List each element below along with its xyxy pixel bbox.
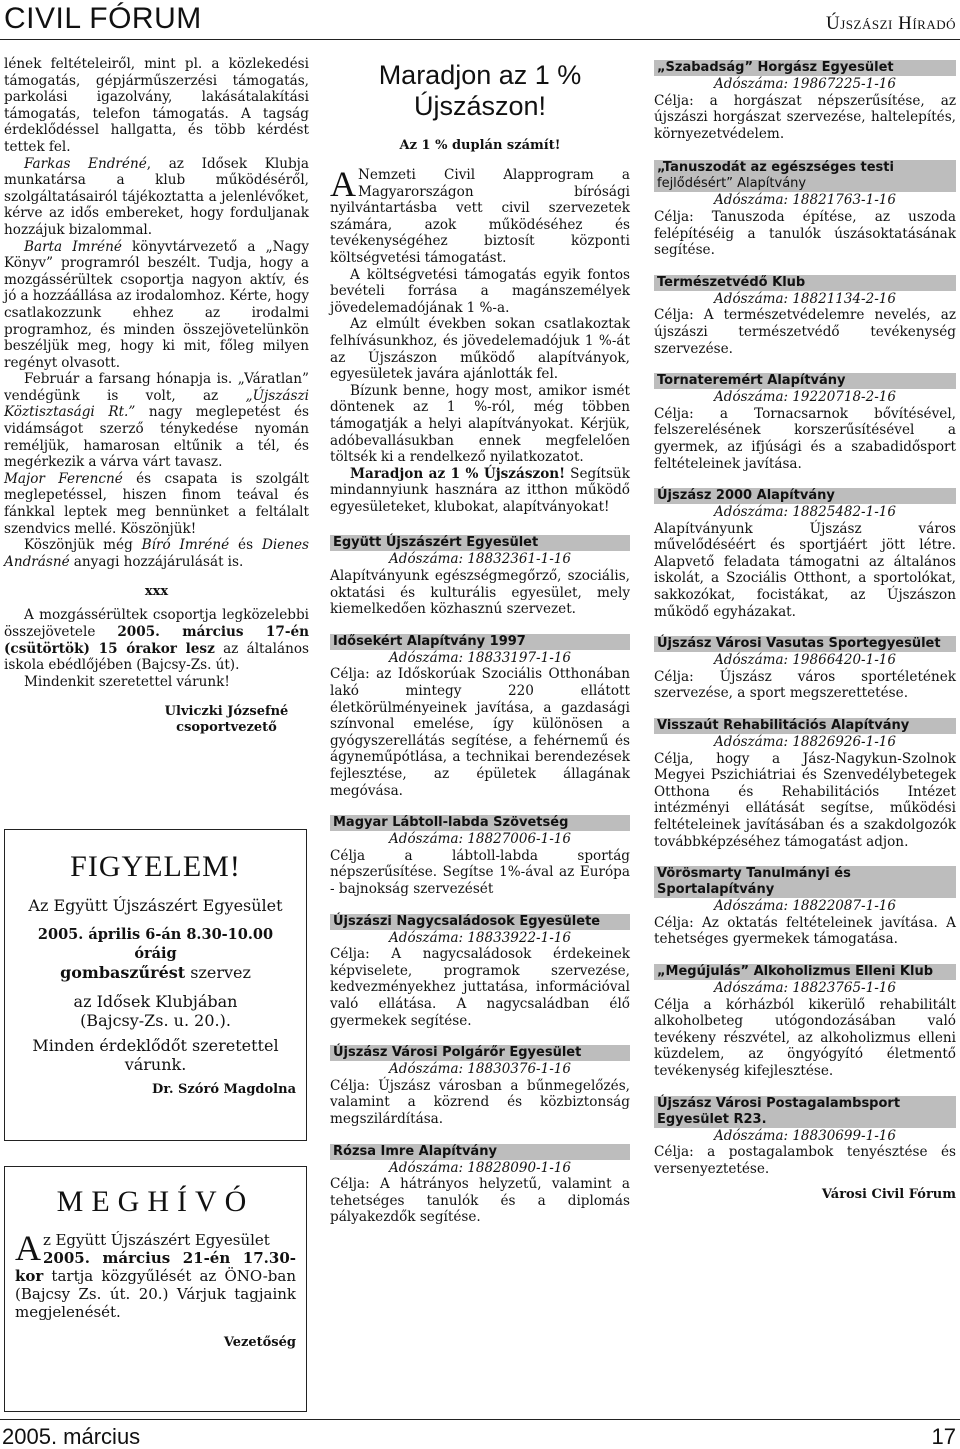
paragraph: A költségvetési támogatás egyik fontos bevételi forrása a magánszemélyek jövedelemadójának 1 %-a.: [330, 266, 630, 316]
org-entry: Természetvédő Klub Adószáma: 18821134-2-16 Célja: A természetvédelemre nevelés, az újszászi természetvédő tevékenység szervezése.: [654, 274, 956, 357]
org-entry: Visszaút Rehabilitációs Alapítvány Adószáma: 18826926-1-16 Célja, hogy a Jász-Nagykun-Szolnok Megyei Pszichiátriai és Szenvedélybetegek Otthona és Rehabilitációs Intézet intézményi ellátását segítse, működési feltételeinek javításában és a szakdolgozók továbbképzéséhez támogatást adjon.: [654, 718, 956, 850]
org-entry: „Megújulás” Alkoholizmus Elleni Klub Adószáma: 18823765-1-16 Célja a kórházból kikerülő rehabilitált alkoholbeteg utógondozásában való tevékeny részvétel, az alkoholizmus elleni küzdelem, az öngyógyító életmentő tevékenység kifejlesztése.: [654, 963, 956, 1079]
paragraph: Major Ferencné és csapata is szolgált meglepetéssel, hiszen finom teával és fánkkal leptek meg bennünket a feltálalt szendvics mellé. Köszönjük!: [4, 470, 309, 537]
org-entry: Újszász 2000 Alapítvány Adószáma: 18825482-1-16 Alapítványunk Újszász város művelődéséért és sportjáért jött létre. Alapvető feladata támogatni az általános iskolát, a Szociális Otthont, a sportolókat, sakkozókat, focistákat, az Újszászon működő egyházakat.: [654, 488, 956, 620]
paragraph: A mozgássérültek csoportja legközelebbi összejövetele 2005. március 17-én (csütörtök) 15 órakor lesz az általános iskola ebédlőjében (Bajcsy-Zs. út).: [4, 607, 309, 674]
article-title: Maradjon az 1 % Újszászon!: [378, 60, 582, 121]
paragraph: Maradjon az 1 % Újszászon! Segítsük mindannyiunk hasznára az itthon működő egyesületeket, klubokat, alapítványokat!: [330, 465, 630, 515]
paragraph: Köszönjük még Bíró Imréné és Dienes Andrásné anyagi hozzájárulását is.: [4, 537, 310, 570]
newspaper-name: Újszászi Híradó: [826, 13, 956, 34]
page-header: [0, 0, 960, 40]
paragraph: Barta Imréné könyvtárvezető a „Nagy Könyv” programról beszélt. Tudja, hogy a mozgássérültek csoportja nagyon aktív, és jó a hozzáállása az irodalomhoz. Kérte, hogy csatlakozzunk ehhez az irodalmi programhoz, és minden összejövetelünkön beszéljük meg, hogy ki mit, főleg milyen regényt olvasott.: [4, 238, 310, 371]
signature: Városi Civil Fórum: [821, 1187, 956, 1203]
section-title: CIVIL FÓRUM: [4, 2, 202, 35]
paragraph: A Nemzeti Civil Alapprogram a Magyarországon bírósági nyilvántartásba vett civil szervezetek számára, azok működéséhez és tevékenységéhez biztosít központi költségvetési támogatást.: [330, 164, 630, 266]
org-entry: Újszászi Nagycsaládosok Egyesülete Adószáma: 18833922-1-16 Célja: A nagycsaládosok érdekeinek képviselete, programok szervezése, kedvezményekhez juttatása, információval való ellátása. A nagycsaládban élő gyermekek segítése.: [330, 913, 630, 1029]
article-subtitle: Az 1 % duplán számít!: [399, 138, 561, 153]
column-2: [330, 56, 630, 1226]
org-entry: Idősekért Alapítvány 1997 Adószáma: 18833197-1-16 Célja: az Időskorúak Szociális Otthonában lakó mintegy 220 ellátott életkörülményeinek javítása, a gazdasági színvonal emelése, így különösen a gyógyszerellátás segítése, a fehérnemű és ágyneműpótlása, a technikai berendezések fejlesztése, az épületek állagának megóvása.: [330, 633, 630, 799]
page-number: 17: [931, 1424, 956, 1449]
org-entry: Együtt Újszászért Egyesület Adószáma: 18832361-1-16 Alapítványunk egészségmegőrző, szociális, oktatási és kulturális egyesület, mely kiemelkedően közhasznú szervezet.: [330, 535, 630, 618]
paragraph: Farkas Endréné, az Idősek Klubja munkatársa a klub működéséről, szolgáltatásairól tájékoztatta a jelenlévőket, kérve az idős embereket, hogy forduljanak hozzájuk bizalommal.: [4, 155, 309, 238]
org-entry: Újszász Városi Vasutas Sportegyesület Adószáma: 19866420-1-16 Célja: Újszász város sportéletének szervezése, a sport megszerettetése.: [654, 636, 956, 702]
box-title: MEGHÍVÓ: [56, 1185, 255, 1218]
paragraph: Február a farsang hónapja is. „Váratlan” vendégünk is volt, az „Újszászi Köztisztasági Rt.” nagy meglepetést és vidámságot szerző ténykedése nyomán reméljük, hamarosan eltűnik a tél, és megérkezik a várva várt tavasz.: [4, 371, 309, 471]
org-entry: Vörösmarty Tanulmányi és Sportalapítvány Adószáma: 18822087-1-16 Célja: Az oktatás feltételeinek javítása. A tehetséges gyermekek támogatása.: [654, 866, 956, 948]
box-title: FIGYELEM!: [70, 850, 241, 883]
paragraph: Mindenkit szeretettel várunk!: [24, 673, 230, 690]
meghivo-box: [4, 1166, 307, 1412]
org-entry: „Tanuszodát az egészséges testi fejlődésért” Alapítvány Adószáma: 18821763-1-16 Célja: Tanuszoda építése, az uszoda felépítéséig a tanulók úszásoktatásának segítése.: [654, 160, 956, 259]
org-entry: „Szabadság” Horgász Egyesület Adószáma: 19867225-1-16 Célja: a horgászat népszerűsítése, az újszászi horgászat szervezése, haltelepítés, környezetvédelem.: [654, 60, 956, 142]
org-entry: Újszász Városi Postagalambsport Egyesület R23. Adószáma: 18830699-1-16 Célja: a postagalambok tenyésztése és versenyeztetése.: [654, 1095, 956, 1177]
column-3: [654, 56, 956, 1203]
org-entry: Tornateremért Alapítvány Adószáma: 19220718-2-16 Célja: a Tornacsarnok bővítésével, felszerelésének korszerűsítésével a gyermek, az ifjúsági és a szabadidősport feltételeinek javítása.: [654, 373, 956, 472]
separator: xxx: [144, 584, 169, 600]
org-entry: Újszász Városi Polgárőr Egyesület Adószáma: 18830376-1-16 Célja: Újszász városban a bűnmegelőzés, valamint a közrend és közbiztonság megszilárdítása.: [330, 1045, 630, 1127]
column-1: [4, 56, 309, 736]
paragraph: Az Együtt Újszászért Egyesület 2005. március 21-én 17.30-kor tartja közgyűlését az ÖNO-ban (Bajcsy Zs. út. 20.) Várjuk tagjaink megjelenését.: [15, 1228, 296, 1321]
paragraph: Az elmúlt években sokan csatlakoztak felhívásunkhoz, és jövedelemadójuk 1 %-át az Újszászon működő alapítványok, egyesületek javára ajánlották fel.: [330, 316, 630, 383]
paragraph: lének feltételeiről, mint pl. a közlekedési támogatás, gépjárműszerzési támogatás, parkolási igazolvány, lakásátalakítási támogatás, telefon támogatás. A tagság érdeklődéssel hallgatta, és több kérdést tettek fel.: [4, 56, 309, 155]
signature: Dr. Szóró Magdolna: [152, 1082, 296, 1097]
page-footer: [0, 1419, 960, 1449]
issue-date: 2005. március: [2, 1424, 141, 1449]
org-entry: Magyar Lábtoll-labda Szövetség Adószáma: 18827006-1-16 Célja a lábtoll-labda sportág népszerűsítése. Segítse 1%-ával az Európa - bajnokság szervezését: [330, 815, 630, 897]
signature: Ulviczki Józsefné csoportvezető: [164, 704, 289, 736]
figyelem-box: FIGYELEM! Az Együtt Újszászért Egyesület 2005. április 6-án 8.30-10.00 óráig gombaszűrést szervez az Idősek Klubjában (Bajcsy-Zs. u. 20.). Minden érdeklődőt szeretettel várunk. Dr. Szóró Magdolna: [4, 829, 307, 1141]
paragraph: Bízunk benne, hogy most, amikor ismét döntenek az 1 %-ról, még többen támogatják a helyi alapítványokat. Kérjük, adóbevallásukban ennek megfelelően töltsék ki a rendelkező nyilatkozatot.: [330, 382, 630, 466]
signature: Vezetőség: [223, 1335, 296, 1350]
org-entry: Rózsa Imre Alapítvány Adószáma: 18828090-1-16 Célja: A hátrányos helyzetű, valamint a tehetséges tanulók és a diplomás pályakezdők segítése.: [330, 1143, 630, 1226]
